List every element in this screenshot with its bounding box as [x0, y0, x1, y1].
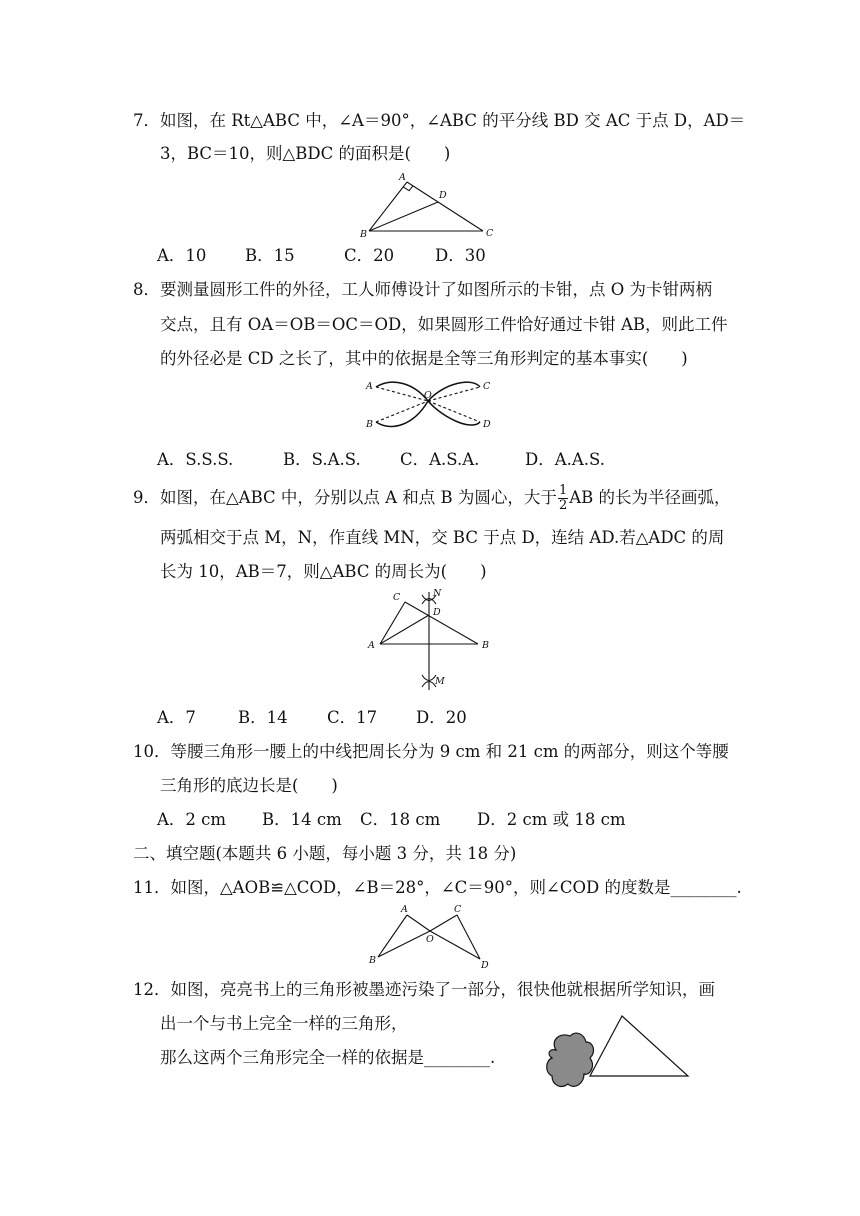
- q11-label-O: O: [426, 934, 434, 945]
- q9-label-C: C: [393, 592, 401, 603]
- q8-label-B: B: [366, 419, 373, 430]
- q9-choice-a[interactable]: A．7: [157, 708, 196, 727]
- q7-choice-d[interactable]: D．30: [435, 246, 486, 265]
- q11-label-B: B: [369, 955, 376, 966]
- q12-text-line2: 出一个与书上完全一样的三角形，: [160, 1014, 408, 1033]
- q9-label-D: D: [433, 607, 441, 618]
- q9-text-line3: 长为 10，AB＝7，则△ABC 的周长为( ): [160, 562, 487, 581]
- q9-text-line1-part1: 9．如图，在△ABC 中，分别以点 A 和点 B 为圆心，大于: [133, 488, 557, 507]
- q8-label-A: A: [366, 381, 373, 392]
- q7-choice-c[interactable]: C．20: [344, 246, 395, 265]
- q7-bisector-BD: [369, 202, 438, 231]
- ink-stain-icon: [547, 1033, 594, 1086]
- q9-label-B: B: [482, 640, 489, 651]
- q11-side-AB: [378, 915, 407, 957]
- q10-choice-a[interactable]: A．2 cm: [157, 810, 227, 829]
- q8-label-O: O: [424, 390, 432, 401]
- q7-label-D: D: [439, 190, 447, 201]
- q8-label-D: D: [483, 419, 491, 430]
- q8-label-C: C: [483, 381, 491, 392]
- q11-figure: [364, 900, 494, 972]
- q9-label-A: A: [368, 640, 375, 651]
- q12-triangle: [590, 1016, 688, 1076]
- q7-choice-b[interactable]: B．15: [245, 246, 295, 265]
- q12-text-line1: 12．如图，亮亮书上的三角形被墨迹污染了一部分，很快他就根据所学知识，画: [133, 980, 715, 999]
- q8-choice-d[interactable]: D．A.A.S.: [525, 450, 606, 469]
- q8-text-line3: 的外径必是 CD 之长了，其中的依据是全等三角形判定的基本事实( ): [160, 349, 688, 368]
- q8-handle-2: [376, 382, 480, 426]
- q7-label-B: B: [360, 229, 367, 240]
- q11-label-A: A: [401, 904, 408, 915]
- q8-text-line1: 8．要测量圆形工件的外径，工人师傅设计了如图所示的卡钳，点 O 为卡钳两柄: [133, 280, 713, 299]
- q9-label-N: N: [433, 588, 442, 599]
- q9-choice-b[interactable]: B．14: [238, 708, 288, 727]
- q9-side-AC: [380, 602, 405, 644]
- q7-figure: [355, 170, 505, 242]
- q7-label-A: A: [399, 172, 406, 183]
- q10-choice-b[interactable]: B．14 cm: [262, 810, 342, 829]
- q7-text-line2: 3，BC＝10，则△BDC 的面积是( ): [160, 144, 451, 163]
- q9-fraction-numerator: 1: [558, 483, 568, 498]
- q9-label-M: M: [435, 676, 445, 687]
- q8-handle-1: [376, 382, 480, 425]
- q9-figure: [360, 586, 500, 694]
- q9-text-line1-part2: AB 的长为半径画弧，: [569, 488, 731, 507]
- q10-choice-c[interactable]: C．18 cm: [360, 810, 441, 829]
- q9-choice-d[interactable]: D．20: [416, 708, 467, 727]
- q8-dash-D: [428, 401, 480, 422]
- q9-choice-c[interactable]: C．17: [327, 708, 378, 727]
- q10-text-line2: 三角形的底边长是( ): [160, 776, 338, 795]
- q7-choice-a[interactable]: A．10: [157, 246, 207, 265]
- q8-choice-a[interactable]: A．S.S.S.: [157, 450, 234, 469]
- q11-text-line1: 11．如图，△AOB≌△COD，∠B＝28°，∠C＝90°，则∠COD 的度数是________.: [133, 878, 742, 897]
- q10-text-line1: 10．等腰三角形一腰上的中线把周长分为 9 cm 和 21 cm 的两部分，则这个等腰: [133, 742, 729, 761]
- q9-fraction-denominator: 2: [558, 498, 568, 513]
- q7-side-AB: [369, 182, 407, 231]
- q9-text-line1: [133, 484, 731, 513]
- q11-label-D: D: [481, 960, 489, 971]
- q8-caliper-figure: [362, 375, 502, 435]
- q8-choice-c[interactable]: C．A.S.A.: [400, 450, 480, 469]
- q11-side-BO: [378, 931, 430, 957]
- q12-text-line3: 那么这两个三角形完全一样的依据是________.: [160, 1048, 496, 1067]
- q11-side-OC: [430, 915, 457, 931]
- q8-dash-A: [376, 387, 428, 401]
- q8-choice-b[interactable]: B．S.A.S.: [283, 450, 361, 469]
- section-2-heading: 二、填空题(本题共 6 小题，每小题 3 分，共 18 分): [133, 844, 517, 863]
- q9-segment-AD: [380, 615, 429, 644]
- q11-side-AO: [407, 915, 430, 931]
- q8-text-line2: 交点，且有 OA＝OB＝OC＝OD，如果圆形工件恰好通过卡钳 AB，则此工件: [160, 315, 728, 334]
- q12-figure: [540, 1010, 700, 1100]
- q9-text-line2: 两弧相交于点 M，N，作直线 MN，交 BC 于点 D，连结 AD.若△ADC 的周: [160, 528, 725, 547]
- q10-choice-d[interactable]: D．2 cm 或 18 cm: [477, 810, 626, 829]
- q7-text-line1: 7．如图，在 Rt△ABC 中，∠A＝90°，∠ABC 的平分线 BD 交 AC 于点 D，AD＝: [133, 111, 746, 130]
- q7-right-angle-mark: [403, 186, 413, 191]
- q9-fraction: [558, 484, 568, 513]
- q11-label-C: C: [454, 904, 462, 915]
- q7-label-C: C: [486, 228, 494, 239]
